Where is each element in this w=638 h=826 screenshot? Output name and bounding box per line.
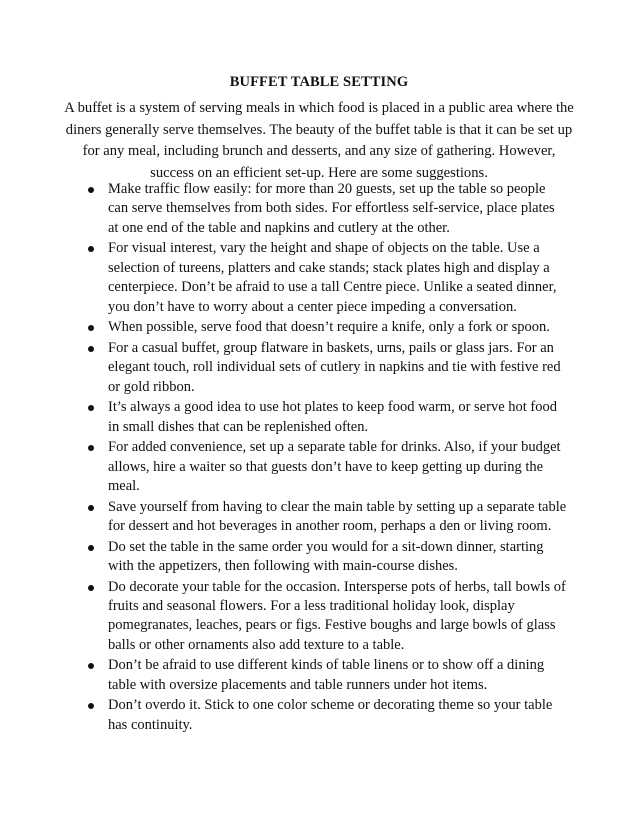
list-item-text: It’s always a good idea to use hot plates to keep food warm, or serve hot food in small dishes that can be replenished often. [108,399,557,435]
list-item [88,318,568,337]
list-item [88,498,568,537]
list-item [88,578,568,656]
bullet-icon [88,663,94,669]
document-title: BUFFET TABLE SETTING [229,74,409,90]
list-item-text: Make traffic flow easily: for more than 20 guests, set up the table so people can serve themselves from both sides. For effortless self-service, place plates at one end of the table and napkins and cutlery at the other. [108,181,555,236]
list-item [88,438,568,496]
bullet-icon [88,325,94,331]
list-item [88,339,568,397]
list-item-text: For a casual buffet, group flatware in baskets, urns, pails or glass jars. For an elegant touch, roll individual sets of cutlery in napkins and tie with festive red or gold ribbon. [108,339,561,395]
list-item-text: Do decorate your table for the occasion. Intersperse pots of herbs, tall bowls of fruits and seasonal flowers. For a less traditional holiday look, display pomegranates, leaches, pears or figs. Festive boughs and large bowls of glass balls or other ornaments also add texture to a table. [108,578,566,653]
list-item-text: Save yourself from having to clear the main table by setting up a separate table for dessert and hot beverages in another room, perhaps a den or living room. [108,498,567,535]
bullet-icon [88,187,94,193]
bullet-icon [88,585,94,591]
bullet-icon [88,505,94,511]
list-item-text: For added convenience, set up a separate table for drinks. Also, if your budget allows, hire a waiter so that guests don’t have to keep getting up during the meal. [108,439,561,495]
suggestion-list [88,180,568,736]
list-item-text: Don’t be afraid to use different kinds of table linens or to show off a dining table with oversize placements and table runners under hot items. [108,657,545,693]
bullet-icon [88,703,94,709]
list-item [88,180,568,238]
list-item [88,398,568,437]
list-item-text: Do set the table in the same order you would for a sit-down dinner, starting with the appetizers, then following with main-course dishes. [108,538,544,575]
list-item [88,656,568,695]
list-item [88,239,568,317]
intro-paragraph: A buffet is a system of serving meals in which food is placed in a public area where the diners generally serve themselves. The beauty of the buffet table is that it can be set up for any meal, including brunch and desserts, and any size of gathering. However, success on an efficient set-up. Here are some suggestions. [64,100,574,181]
bullet-icon [88,405,94,411]
bullet-icon [88,346,94,352]
bullet-icon [88,545,94,551]
list-item-text: Don’t overdo it. Stick to one color scheme or decorating theme so your table has continuity. [108,697,553,733]
bullet-icon [88,246,94,252]
list-item-text: For visual interest, vary the height and shape of objects on the table. Use a selection of tureens, platters and cake stands; stack plates high and display a centerpiece. Don’t be afraid to use a tall Centre piece. Unlike a seated dinner, you don’t have to worry about a center piece impeding a conversation. [108,240,557,315]
bullet-icon [88,445,94,451]
list-item-text: When possible, serve food that doesn’t require a knife, only a fork or spoon. [108,319,550,336]
list-item [88,538,568,577]
list-item [88,696,568,735]
